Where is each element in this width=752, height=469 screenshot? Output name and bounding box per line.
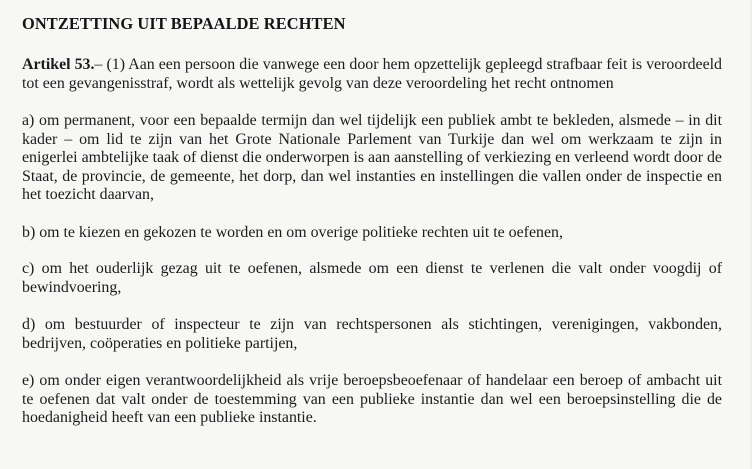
article-53-intro (22, 56, 722, 93)
article-intro-text: – (1) Aan een persoon die vanwege een door hem opzettelijk gepleegd strafbaar feit is veroordeeld tot een gevangenisstraf, wordt als wettelijk gevolg van deze veroordeling het recht ontnomen (22, 56, 722, 92)
clause-c: c) om het ouderlijk gezag uit te oefenen, alsmede om een dienst te verlenen die valt onder voogdij of bewindvoering, (22, 260, 722, 296)
clause-a: a) om permanent, voor een bepaalde termijn dan wel tijdelijk een publiek ambt te bekleden, alsmede – in dit kader – om lid te zijn van het Grote Nationale Parlement van Turkije dan wel om werkzaam te zijn in enigerlei ambtelijke taak of dienst die onderworpen is aan aanstelling of verkiezing en verleend wordt door de Staat, de provincie, de gemeente, het dorp, dan wel instanties en instellingen die vallen onder de inspectie en het toezicht daarvan, (22, 112, 722, 203)
document-title: ONTZETTING UIT BEPAALDE RECHTEN (22, 14, 346, 33)
article-label: Artikel 53. (22, 56, 95, 73)
clause-b: b) om te kiezen en gekozen te worden en om overige politieke rechten uit te oefenen, (22, 223, 563, 241)
clause-d: d) om bestuurder of inspecteur te zijn van rechtspersonen als stichtingen, verenigingen, vakbonden, bedrijven, coöperaties en politieke partijen, (22, 316, 722, 352)
clause-e: e) om onder eigen verantwoordelijkheid als vrije beroepsbeoefenaar of handelaar een beroep of ambacht uit te oefenen dat valt onder de toestemming van een publieke instantie dan wel een beroepsinstelling die de hoedanigheid heeft van een publieke instantie. (22, 372, 722, 426)
